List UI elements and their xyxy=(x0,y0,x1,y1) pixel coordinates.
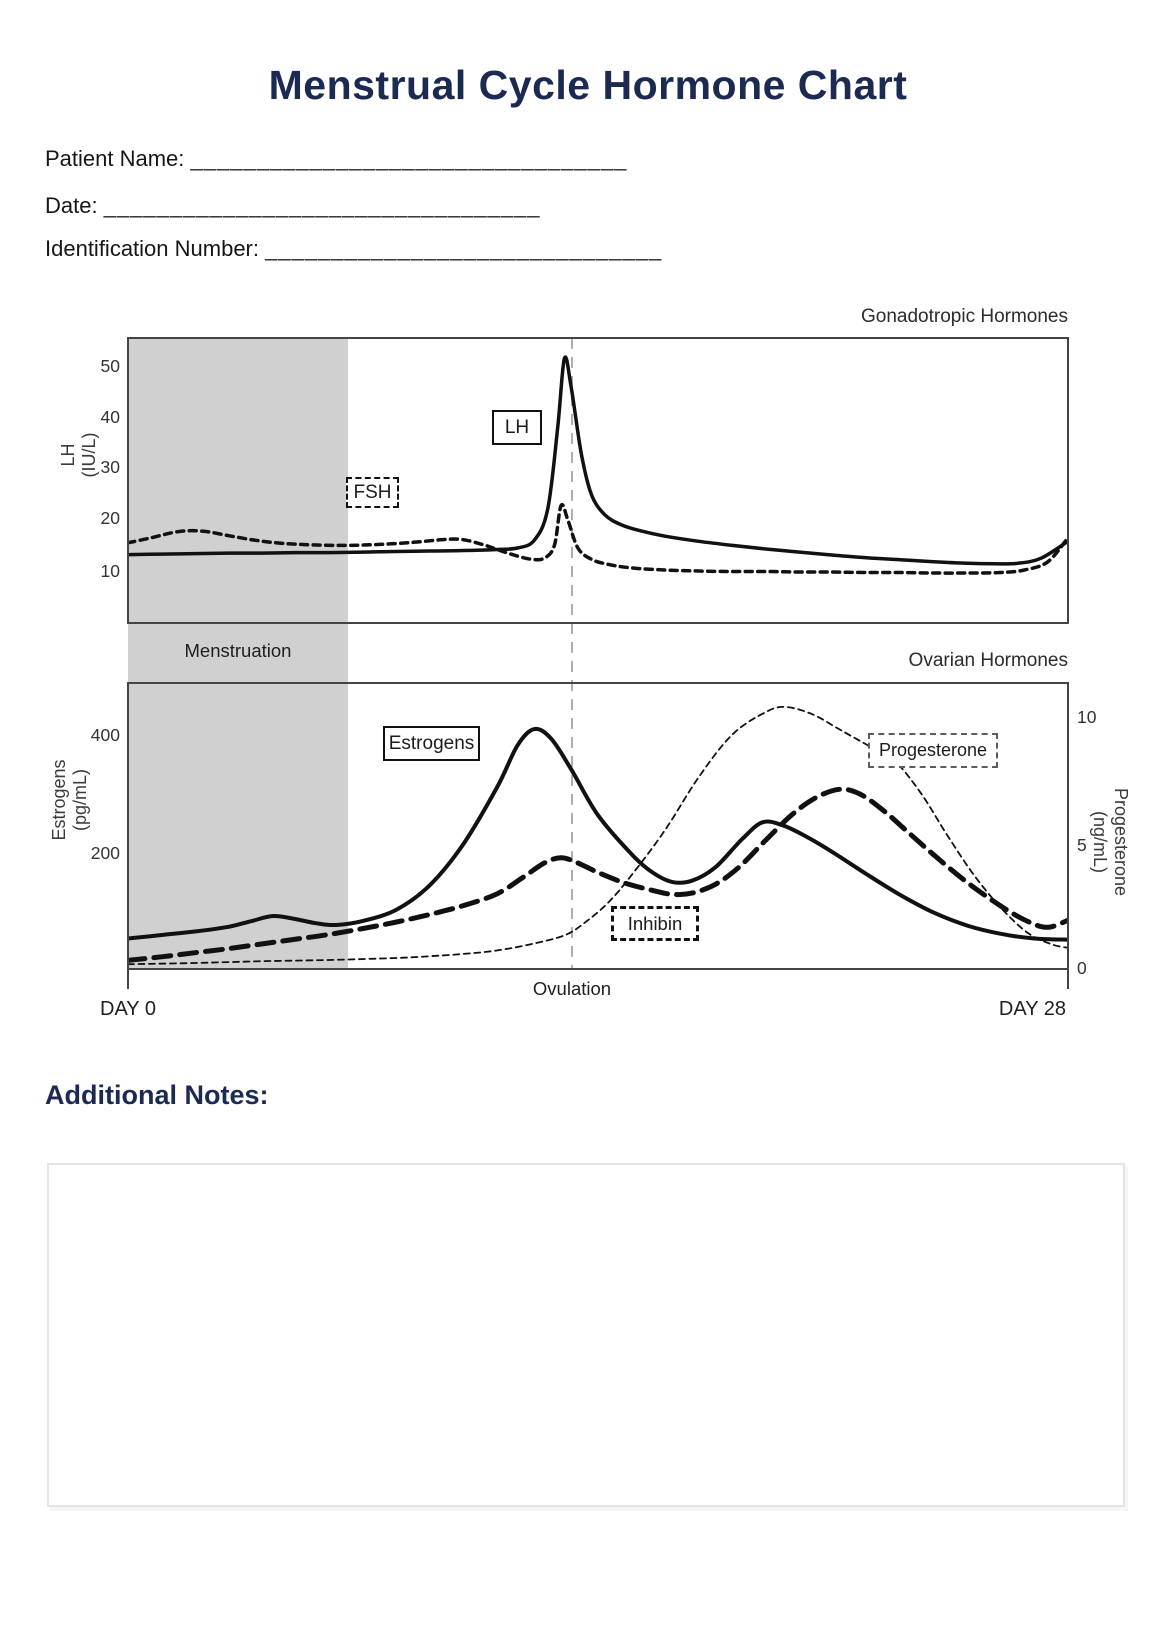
progesterone-axis-tick-0: 0 xyxy=(1077,958,1087,978)
estrogen-axis-tick-400: 400 xyxy=(90,725,120,745)
id-number-label: Identification Number: xyxy=(45,236,259,261)
lh-axis-tick-50: 50 xyxy=(100,356,120,376)
page-title: Menstrual Cycle Hormone Chart xyxy=(268,62,908,108)
patient-name-blank[interactable]: _________________________________ xyxy=(190,146,628,171)
inhibin-series-label: Inhibin xyxy=(611,906,699,941)
gonadotropic-chart-title: Gonadotropic Hormones xyxy=(861,306,1068,327)
date-blank[interactable]: _________________________________ xyxy=(103,193,541,218)
patient-name-label: Patient Name: xyxy=(45,146,185,171)
estrogens-axis-label: Estrogens (pg/mL) xyxy=(49,759,90,841)
ovulation-label: Ovulation xyxy=(532,978,612,999)
fsh-series-label: FSH xyxy=(346,477,399,508)
progesterone-series-label: Progesterone xyxy=(868,733,998,768)
lh-axis-label: LH (IU/L) xyxy=(58,432,99,478)
ovarian-chart-title: Ovarian Hormones xyxy=(908,650,1068,671)
day0-label: DAY 0 xyxy=(100,998,156,1020)
lh-axis-tick-20: 20 xyxy=(100,508,120,528)
estrogen-axis-tick-200: 200 xyxy=(90,843,120,863)
estrogens-series-label: Estrogens xyxy=(383,726,480,761)
additional-notes-box[interactable] xyxy=(47,1163,1125,1507)
progesterone-axis-label: Progesterone (ng/mL) xyxy=(1090,787,1131,897)
date-label: Date: xyxy=(45,193,98,218)
progesterone-axis-tick-10: 10 xyxy=(1077,707,1097,727)
id-number-blank[interactable]: ______________________________ xyxy=(265,236,663,261)
menstruation-label: Menstruation xyxy=(184,640,292,661)
additional-notes-heading: Additional Notes: xyxy=(45,1080,269,1110)
lh-axis-tick-40: 40 xyxy=(100,407,120,427)
lh-axis-tick-10: 10 xyxy=(100,561,120,581)
lh-axis-tick-30: 30 xyxy=(100,457,120,477)
lh-series-label: LH xyxy=(492,410,542,445)
day28-label: DAY 28 xyxy=(998,998,1066,1020)
progesterone-axis-tick-5: 5 xyxy=(1077,835,1087,855)
